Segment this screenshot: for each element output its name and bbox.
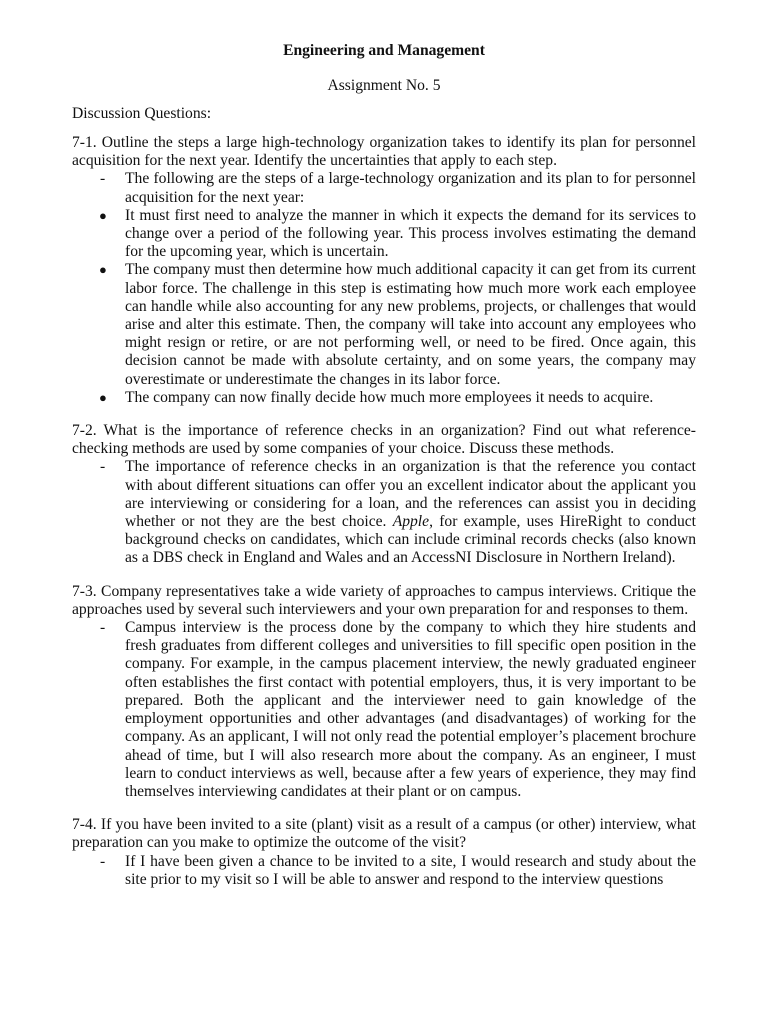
answer-7-1-intro (72, 170, 696, 206)
answer-text-part1: The importance of reference checks in an organization is that the reference you contact with about different situations can offer you an excellent indicator about the applicant you are interviewing or considering for a loan, and the references can assist you in deciding whether or not they are the best choice. (125, 458, 696, 531)
discussion-heading: Discussion Questions: (72, 105, 212, 122)
bullet-icon: ● (99, 207, 107, 223)
dash-marker: - (100, 852, 106, 870)
list-item-text: The company must then determine how much additional capacity it can get from its current labor force. The challenge in this step is estimating how much more work each employee can handle while also accounting for any new problems, projects, or challenges that would arise and alter this estimate. Then, the company will take into account any employees who might resign or retire, or are not performing well, or need to be fired. Once again, this decision cannot be made with absolute certainty, and on some years, the company may overestimate or underestimate the changes in its labor force. (125, 261, 696, 388)
list-item (72, 261, 696, 388)
bullet-icon: ● (99, 389, 107, 405)
question-7-2: 7-2. What is the importance of reference checks in an organization? Find out what reference-checking methods are used by some companies of your choice. Discuss these methods. (72, 422, 696, 458)
answer-text: If I have been given a chance to be invited to a site, I would research and study about the site prior to my visit so I will be able to answer and respond to the interview questions (125, 852, 696, 888)
document-page (72, 42, 696, 889)
answer-text-company: Apple (392, 513, 430, 531)
answer-7-2 (72, 458, 696, 567)
dash-marker: - (100, 458, 106, 476)
list-item (72, 389, 696, 407)
question-7-4: 7-4. If you have been invited to a site (plant) visit as a result of a campus (or other) interview, what preparation can you make to optimize the outcome of the visit? (72, 816, 696, 852)
list-item-text: The company can now finally decide how much more employees it needs to acquire. (125, 388, 654, 406)
answer-text-part2: , for example, uses HireRight to conduct background checks on candidates, which can include criminal records checks (also known as a DBS check in England and Wales and an AccessNI Disclosure in Northern Ireland). (125, 513, 697, 567)
question-7-3: 7-3. Company representatives take a wide variety of approaches to campus interviews. Critique the approaches used by several such interviewers and your own preparation for and responses to them. (72, 582, 696, 618)
bullet-icon: ● (99, 262, 107, 278)
answer-7-4 (72, 853, 696, 889)
answer-text: Campus interview is the process done by the company to which they hire students and fresh graduates from different colleges and universities to fill specific open position in the company. For example, in the campus placement interview, the newly graduated engineer often establishes the first contact with potential employers, thus, it is very important to be prepared. Both the applicant and the interviewer need to gain knowledge of the employment opportunities and other advantages (and disadvantages) of working for the company. As an applicant, I will not only read the potential employer’s placement brochure ahead of time, but I will also research more about the company. As an engineer, I must learn to conduct interviews as well, because after a few years of experience, they may find themselves interviewing candidates at their plant or on campus. (125, 619, 696, 800)
dash-marker: - (100, 619, 106, 637)
dash-marker: - (100, 170, 106, 188)
list-item (72, 207, 696, 262)
question-7-1: 7-1. Outline the steps a large high-technology organization takes to identify its plan for personnel acquisition for the next year. Identify the uncertainties that apply to each step. (72, 134, 696, 170)
answer-7-3 (72, 619, 696, 801)
assignment-number: Assignment No. 5 (327, 77, 441, 94)
answer-text: The following are the steps of a large-technology organization and its plan to for personnel acquisition for the next year: (125, 170, 696, 206)
list-item-text: It must first need to analyze the manner in which it expects the demand for its services to change over a period of the following year. This process involves estimating the demand for the upcoming year, which is uncertain. (125, 206, 696, 261)
document-title: Engineering and Management (283, 42, 485, 59)
answer-7-1-steps (72, 207, 696, 407)
